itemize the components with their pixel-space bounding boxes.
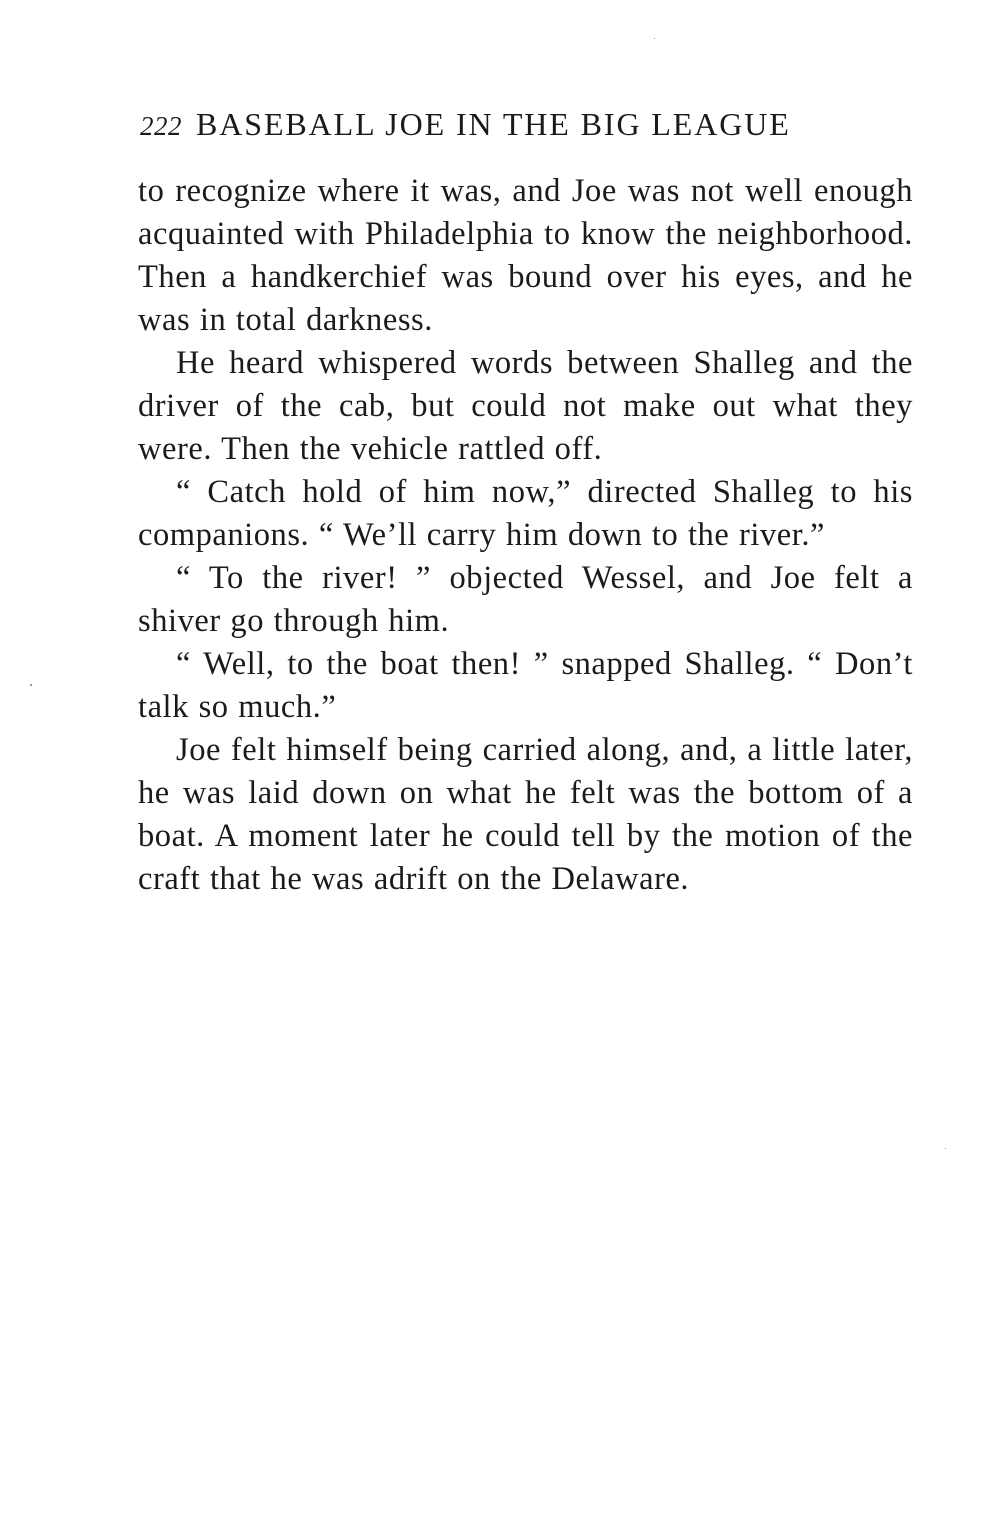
running-title: BASEBALL JOE IN THE BIG LEAGUE <box>196 106 791 142</box>
running-header <box>140 103 920 145</box>
paragraph-to-the-boat: “ Well, to the boat then! ” snapped Shalleg. “ Don’t talk so much.” <box>138 646 913 725</box>
body-text <box>138 170 913 901</box>
paragraph-whispered-words: He heard whispered words between Shalleg and the driver of the cab, but could not make out what they were. Then the vehicle rattled off. <box>138 345 913 467</box>
paragraph-catch-hold: “ Catch hold of him now,” directed Shalleg to his companions. “ We’ll carry him down to the river.” <box>138 474 913 553</box>
paper-speck <box>654 38 655 39</box>
paper-speck <box>30 684 32 686</box>
paragraph-adrift: Joe felt himself being carried along, and, a little later, he was laid down on what he felt was the bottom of a boat. A moment later he could tell by the motion of the craft that he was adrift on the Delaware. <box>138 732 913 897</box>
page-number: 222 <box>140 111 182 141</box>
paper-speck <box>945 1148 946 1149</box>
paragraph-to-the-river: “ To the river! ” objected Wessel, and Joe felt a shiver go through him. <box>138 560 913 639</box>
paragraph-continued: to recognize where it was, and Joe was not well enough acquainted with Philadelphia to know the neighborhood. Then a handkerchief was bound over his eyes, and he was in total darkness. <box>138 173 913 338</box>
